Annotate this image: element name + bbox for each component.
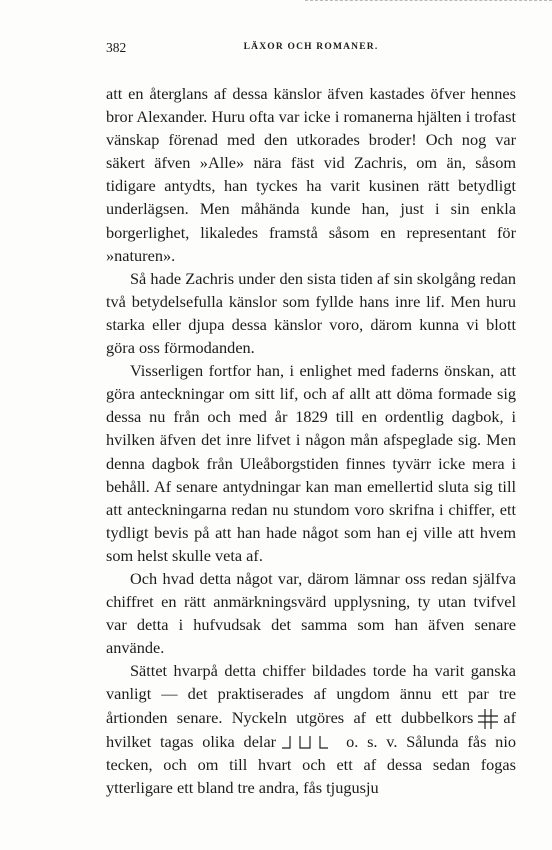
page-header bbox=[106, 40, 516, 60]
double-cross-cipher-key-icon bbox=[477, 708, 499, 730]
paragraph-2: Så hade Zachris under den sista tiden af sin skolgång redan två betydelsefulla känslor som fyllde hans inre lif. Men huru starka eller djupa dessa känslor voro, därom kunna vi blott göra oss förmodanden. bbox=[106, 268, 516, 358]
running-head: LÄXOR OCH ROMANER. bbox=[243, 42, 379, 52]
paragraph-5-text-before: Sättet hvarpå detta chiffer bildades torde ha varit ganska vanligt — det praktiserades af ungdom ännu ett par tre årtionden senare. Nyckeln utgöres af ett dubbelkors bbox=[106, 661, 516, 727]
paragraph-1: att en återglans af dessa känslor äfven kastades öfver hennes bror Alexander. Huru ofta var icke i romanerna hjälten i trofast vänskap förenad med den utkorades broder! Och nog var säkert äfven »Alle» nära fäst vid Zachris, om än, såsom tidigare antydts, han tyckes ha varit kusinen rätt betydligt underlägsen. Men måhända kunde han, just i sin enkla borgerlighet, likaledes framstå såsom en representant för »naturen». bbox=[106, 84, 516, 265]
paragraph-5 bbox=[106, 659, 516, 799]
paragraph-5-text-middle: af hvilket tagas olika delar bbox=[106, 707, 516, 751]
top-edge-rule bbox=[305, 0, 552, 5]
body-text bbox=[106, 82, 516, 799]
paragraph-5-text-after: o. s. v. Sålunda fås nio tecken, och om till hvart och ett af dessa sedan fogas ytterligare ett bland tre andra, fås tjugusju bbox=[106, 731, 516, 797]
cipher-parts-icon bbox=[280, 734, 342, 752]
paragraph-4: Och hvad detta något var, därom lämnar oss redan själfva chiffret en rätt anmärkningsvärd upplysning, ty utan tvifvel var detta i hufvudsak det samma som han äfven senare använde. bbox=[106, 568, 516, 658]
paragraph-3: Visserligen fortfor han, i enlighet med faderns önskan, att göra anteckningar om sitt lif, och af allt att döma formade sig dessa nu från och med år 1829 till en ordentlig dagbok, i hvilken äfven det inre lifvet i någon mån afspeglade sig. Men denna dagbok från Uleåborgstiden finnes tyvärr icke mera i behåll. Af senare antydningar kan man emellertid sluta sig till att anteckningarna redan nu stundom voro skrifna i chiffer, ett tydligt bevis på att han hade något som han ej ville att hvem som helst skulle veta af. bbox=[106, 361, 516, 565]
page-number: 382 bbox=[106, 40, 127, 55]
